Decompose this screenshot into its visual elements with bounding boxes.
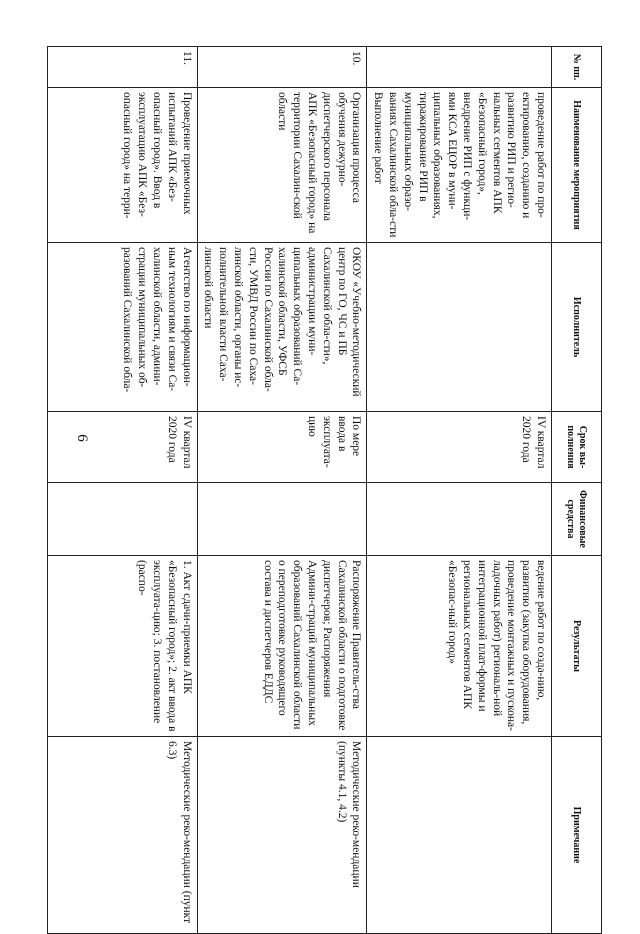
cell-finance: [197, 483, 367, 556]
table-header-row: [552, 47, 602, 934]
page-number: 6: [74, 434, 90, 442]
plan-table: [47, 46, 602, 934]
cell-num: 11.: [47, 47, 197, 88]
rotated-table-container: [80, 46, 602, 924]
cell-note: Методические реко-мендации (пункт 6.3): [47, 737, 197, 934]
header-num: № пп.: [552, 47, 602, 88]
cell-name: Организация процесса обучения дежурно-диспетчерского персонала АПК «Безопасный город» на территории Сахалин-ской области: [197, 88, 367, 243]
cell-executor: Агентство по информацион-ным технологиям и связи Са-халинской области, админи-страции муниципальных об-разований Сахалинской обла-: [47, 243, 197, 412]
cell-results: Распоряжение Правитель-ства Сахалинской области о подготовке диспетчеров; Распоряжения Админи-страций муниципальных образований Сахалинской области о переподготовке руководящего состава и диспетчеров ЕДДС: [197, 556, 367, 737]
cell-note: Методические реко-мендации (пункты 4.1, 4.2): [197, 737, 367, 934]
cell-finance: [367, 483, 552, 556]
cell-term: По мере ввода в эксплуата-цию: [197, 412, 367, 483]
header-executor: Исполнитель: [552, 243, 602, 412]
cell-finance: [47, 483, 197, 556]
table-row: [197, 47, 367, 934]
header-results: Результаты: [552, 556, 602, 737]
cell-results: 1. Акт сдачи-приемки АПК «Безопасный город»; 2. акт ввода в эксплуата-цию; 3. постановление (распо-: [47, 556, 197, 737]
table-row: [47, 47, 197, 934]
cell-name: проведение работ по про-ектированию, созданию и развитию РИП и регио-нальных сегментов АПК «Безопасный город», внедрение РИП с функци-ями КСА ЕЦОР в муни-ципальных образованиях, тиражирование РИП в муниципальных образо-ваниях Сахалинской обла-сти Выполнение работ: [367, 88, 552, 243]
cell-executor: ОКОУ «Учебно-методический центр по ГО, ЧС и ПБ Сахалинской обла-сти», администрации муни-ципальных образований Са-халинской области, УФСБ России по Сахалинской обла-сти, УМВД России по Саха-линской области, органы ис-полнительной власти Саха-линской области: [197, 243, 367, 412]
cell-results: ведение работ по созда-нию, развитию (закупка оборудования, проведение монтажных и пускона-ладочных работ) региональ-ной интеграционной плат-формы и региональных сегментов АПК «Безопас-ный город»: [367, 556, 552, 737]
table-row: [367, 47, 552, 934]
cell-term: IV квартал 2020 года: [47, 412, 197, 483]
header-name: Наименование мероприятия: [552, 88, 602, 243]
cell-name: Проведение приемочных испытаний АПК «Без-опасный город». Ввод в эксплуатацию АПК «Без-опасный город» на терри-: [47, 88, 197, 243]
header-note: Примечание: [552, 737, 602, 934]
cell-term: IV квартал 2020 года: [367, 412, 552, 483]
header-term: Срок вы-полнения: [552, 412, 602, 483]
header-finance: Финансовые средства: [552, 483, 602, 556]
cell-num: 10.: [197, 47, 367, 88]
cell-executor: [367, 243, 552, 412]
cell-num: [367, 47, 552, 88]
cell-note: [367, 737, 552, 934]
